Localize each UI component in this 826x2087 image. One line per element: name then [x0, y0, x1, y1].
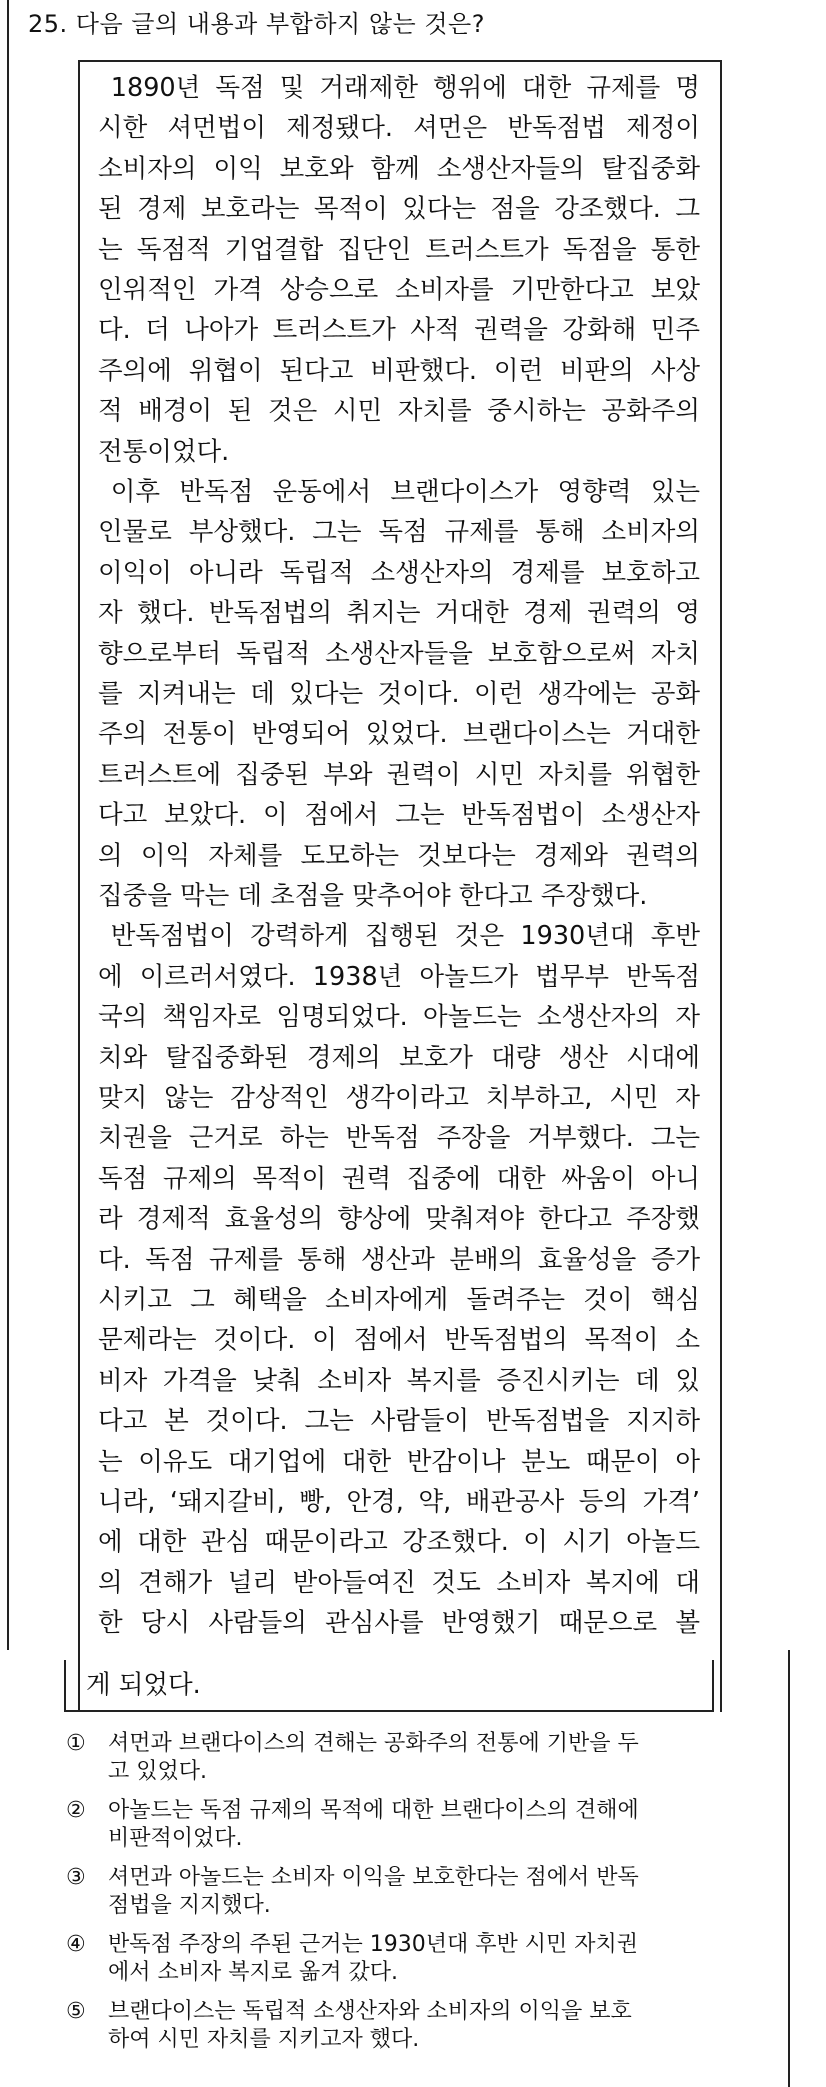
answer-choice-2[interactable] — [66, 1797, 766, 1855]
passage-line: 독점 규제의 목적이 권력 집중에 대한 싸움이 아니 — [98, 1163, 700, 1194]
answer-choice-4[interactable] — [66, 1931, 766, 1989]
choice-text — [108, 1931, 768, 1987]
answer-choice-5[interactable] — [66, 1998, 766, 2056]
choice-text-line: 브랜다이스는 독립적 소생산자와 소비자의 이익을 보호 — [108, 1999, 632, 2024]
choice-text-line: 셔먼과 브랜다이스의 견해는 공화주의 전통에 기반을 두 — [108, 1731, 639, 1756]
choice-text — [108, 1998, 768, 2054]
passage-line: 맞지 않는 감상적인 생각이라고 치부하고, 시민 자 — [98, 1083, 700, 1113]
choice-text-line: 점법을 지지했다. — [108, 1893, 271, 1918]
passage-line: 는 이유도 대기업에 대한 반감이나 분노 때문이 아 — [98, 1446, 700, 1477]
passage-line: 소비자의 이익 보호와 함께 소생산자들의 탈집중화 — [98, 153, 700, 184]
passage-line: 다. 더 나아가 트러스트가 사적 권력을 강화해 민주 — [98, 315, 700, 346]
passage-line: 게 되었다. — [86, 1670, 201, 1700]
passage-line: 반독점법이 강력하게 집행된 것은 1930년대 후반 — [98, 921, 700, 952]
passage-line: 를 지켜내는 데 있다는 것이다. 이런 생각에는 공화 — [98, 679, 700, 709]
passage-line: 향으로부터 독립적 소생산자들을 보호함으로써 자치 — [98, 638, 700, 669]
choice-number: ④ — [66, 1932, 86, 1957]
passage-line: 집중을 막는 데 초점을 맞추어야 한다고 주장했다. — [98, 881, 648, 911]
choice-text-line: 고 있었다. — [108, 1759, 207, 1784]
passage-line: 에 이르러서였다. 1938년 아놀드가 법무부 반독점 — [98, 961, 700, 992]
choice-text-line: 아놀드는 독점 규제의 목적에 대한 브랜다이스의 견해에 — [108, 1798, 639, 1823]
question-stem: 25. 다음 글의 내용과 부합하지 않는 것은? — [28, 10, 485, 38]
choice-number: ③ — [66, 1865, 86, 1890]
passage-line: 시키고 그 혜택을 소비자에게 돌려주는 것이 핵심 — [98, 1285, 700, 1315]
choice-text-line: 에서 소비자 복지로 옮겨 갔다. — [108, 1960, 398, 1985]
answer-choice-1[interactable] — [66, 1730, 766, 1788]
choice-text — [108, 1797, 768, 1853]
passage-line: 치와 탈집중화된 경제의 보호가 대량 생산 시대에 — [98, 1042, 700, 1073]
passage-line: 전통이었다. — [98, 436, 230, 467]
choice-text — [108, 1864, 768, 1920]
passage-line: 인물로 부상했다. 그는 독점 규제를 통해 소비자의 — [98, 517, 700, 548]
passage-line: 의 견해가 널리 받아들여진 것도 소비자 복지에 대 — [98, 1567, 700, 1598]
passage-line: 주의에 위협이 된다고 비판했다. 이런 비판의 사상 — [98, 355, 700, 386]
passage-line: 이후 반독점 운동에서 브랜다이스가 영향력 있는 — [98, 477, 700, 507]
passage-line: 는 독점적 기업결합 집단인 트러스트가 독점을 통한 — [98, 234, 700, 265]
choice-text — [108, 1730, 768, 1786]
passage-line: 문제라는 것이다. 이 점에서 반독점법의 목적이 소 — [98, 1325, 700, 1356]
choice-text-line: 하여 시민 자치를 지키고자 했다. — [108, 2027, 420, 2052]
passage-line: 에 대한 관심 때문이라고 강조했다. 이 시기 아놀드 — [98, 1527, 700, 1558]
passage-line: 자 했다. 반독점법의 취지는 거대한 경제 권력의 영 — [98, 598, 700, 629]
choice-text-line: 반독점 주장의 주된 근거는 1930년대 후반 시민 자치권 — [108, 1932, 638, 1957]
passage-line: 다고 보았다. 이 점에서 그는 반독점법이 소생산자 — [98, 800, 700, 831]
choice-number: ② — [66, 1798, 86, 1823]
column-rule-right — [788, 1650, 790, 2087]
answer-choice-3[interactable] — [66, 1864, 766, 1922]
passage-line: 주의 전통이 반영되어 있었다. 브랜다이스는 거대한 — [98, 719, 700, 750]
passage-line: 다고 본 것이다. 그는 사람들이 반독점법을 지지하 — [98, 1406, 700, 1437]
choice-text-line: 비판적이었다. — [108, 1826, 243, 1851]
passage-line: 비자 가격을 낮춰 소비자 복지를 증진시키는 데 있 — [98, 1365, 700, 1396]
passage-line: 다. 독점 규제를 통해 생산과 분배의 효율성을 증가 — [98, 1244, 700, 1275]
passage-line: 1890년 독점 및 거래제한 행위에 대한 규제를 명 — [98, 73, 700, 103]
passage-line: 트러스트에 집중된 부와 권력이 시민 자치를 위협한 — [98, 759, 700, 790]
passage-line: 된 경제 보호라는 목적이 있다는 점을 강조했다. 그 — [98, 194, 700, 225]
choice-number: ⑤ — [66, 1999, 86, 2024]
passage-line: 인위적인 가격 상승으로 소비자를 기만한다고 보았 — [98, 275, 700, 305]
passage-line: 이익이 아니라 독립적 소생산자의 경제를 보호하고 — [98, 557, 700, 588]
passage-line: 한 당시 사람들의 관심사를 반영했기 때문으로 볼 — [98, 1608, 700, 1639]
passage-line: 라 경제적 효율성의 향상에 맞춰져야 한다고 주장했 — [98, 1204, 700, 1235]
passage-line: 국의 책임자로 임명되었다. 아놀드는 소생산자의 자 — [98, 1002, 700, 1033]
column-rule-left — [7, 0, 9, 1650]
passage-line: 의 이익 자체를 도모하는 것보다는 경제와 권력의 — [98, 840, 700, 871]
passage-line: 적 배경이 된 것은 시민 자치를 중시하는 공화주의 — [98, 396, 700, 427]
passage-line: 시한 셔먼법이 제정됐다. 셔먼은 반독점법 제정이 — [98, 113, 700, 144]
choice-number: ① — [66, 1731, 86, 1756]
passage-line: 니라, ‘돼지갈비, 빵, 안경, 약, 배관공사 등의 가격’ — [98, 1487, 700, 1517]
choice-text-line: 셔먼과 아놀드는 소비자 이익을 보호한다는 점에서 반독 — [108, 1865, 639, 1890]
passage-line: 치권을 근거로 하는 반독점 주장을 거부했다. 그는 — [98, 1123, 700, 1154]
